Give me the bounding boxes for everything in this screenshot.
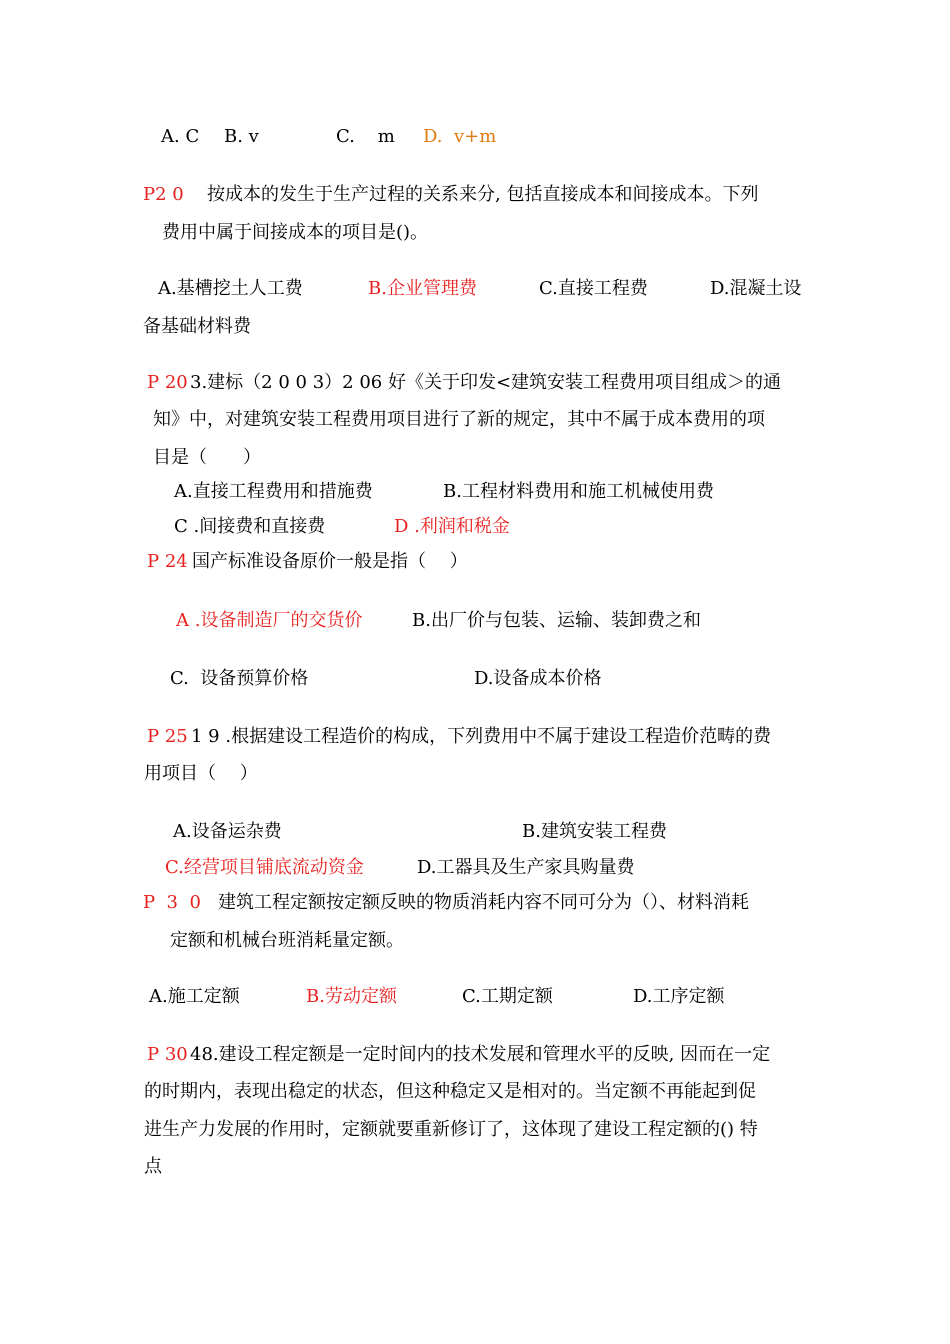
q5-option-b-answer: B.劳动定额 — [306, 986, 397, 1007]
q1-option-c: C.直接工程费 — [539, 278, 648, 299]
q4-page-ref: P 25 — [147, 726, 188, 747]
q4-option-b: B.建筑安装工程费 — [522, 821, 667, 842]
q6-question-line2: 的时期内，表现出稳定的状态，但这种稳定又是相对的。当定额不再能起到促 — [144, 1081, 756, 1102]
q6-question-line4: 点 — [144, 1156, 162, 1177]
q4-option-c-answer: C.经营项目铺底流动资金 — [165, 857, 364, 878]
q1-option-a: A.基槽挖土人工费 — [158, 278, 303, 299]
q1-option-d-continued: 备基础材料费 — [143, 316, 251, 337]
q5-option-a: A.施工定额 — [149, 986, 240, 1007]
q4-option-d: D.工器具及生产家具购量费 — [417, 857, 635, 878]
q2-option-a: A.直接工程费用和措施费 — [174, 481, 373, 502]
q5-page-ref: P 3 0 — [143, 892, 201, 913]
q0-option-b: B. v — [224, 126, 259, 147]
q0-option-a: A. C — [161, 126, 200, 147]
q6-question-line1: 48.建设工程定额是一定时间内的技术发展和管理水平的反映, 因而在一定 — [190, 1044, 771, 1065]
q3-option-b: B.出厂价与包装、运输、装卸费之和 — [412, 610, 701, 631]
q3-option-d: D.设备成本价格 — [474, 668, 602, 689]
q4-option-a: A.设备运杂费 — [173, 821, 282, 842]
q2-option-d-answer: D .利润和税金 — [394, 516, 510, 537]
q3-option-a-answer: A .设备制造厂的交货价 — [176, 610, 363, 631]
q0-option-d-answer: D. v+m — [423, 126, 497, 147]
q1-question-line1: 按成本的发生于生产过程的关系来分, 包括直接成本和间接成本。下列 — [207, 184, 759, 205]
q0-option-c: C. m — [336, 126, 395, 147]
q5-question-line1: 建筑工程定额按定额反映的物质消耗内容不同可分为（）、材料消耗 — [218, 892, 749, 913]
q2-question-line2: 知》中，对建筑安装工程费用项目进行了新的规定，其中不属于成本费用的项 — [153, 409, 765, 430]
q5-option-c: C.工期定额 — [462, 986, 553, 1007]
q2-question-line3: 目是（ ） — [153, 447, 261, 468]
q2-option-c: C .间接费和直接费 — [174, 516, 326, 537]
q3-option-c: C. 设备预算价格 — [170, 668, 309, 689]
q4-question-line2: 用项目（ ） — [144, 763, 258, 784]
q1-option-b-answer: B.企业管理费 — [368, 278, 477, 299]
q5-question-line2: 定额和机械台班消耗量定额。 — [170, 930, 404, 951]
q3-question: 国产标准设备原价一般是指（ ） — [192, 551, 468, 572]
q2-question-line1: 3.建标（2 0 0 3）2 06 好《关于印发<建筑安装工程费用项目组成＞的通 — [190, 372, 782, 393]
q2-page-ref: P 20 — [147, 372, 188, 393]
q4-question-line1: 1 9 .根据建设工程造价的构成，下列费用中不属于建设工程造价范畴的费 — [191, 726, 772, 747]
q1-question-line2: 费用中属于间接成本的项目是()。 — [162, 222, 429, 243]
q2-option-b: B.工程材料费用和施工机械使用费 — [443, 481, 714, 502]
q1-page-ref: P2 0 — [143, 184, 184, 205]
q6-question-line3: 进生产力发展的作用时，定额就要重新修订了，这体现了建设工程定额的() 特 — [144, 1119, 758, 1140]
q6-page-ref: P 30 — [147, 1044, 188, 1065]
q5-option-d: D.工序定额 — [633, 986, 725, 1007]
q3-page-ref: P 24 — [147, 551, 188, 572]
q1-option-d: D.混凝土设 — [710, 278, 802, 299]
